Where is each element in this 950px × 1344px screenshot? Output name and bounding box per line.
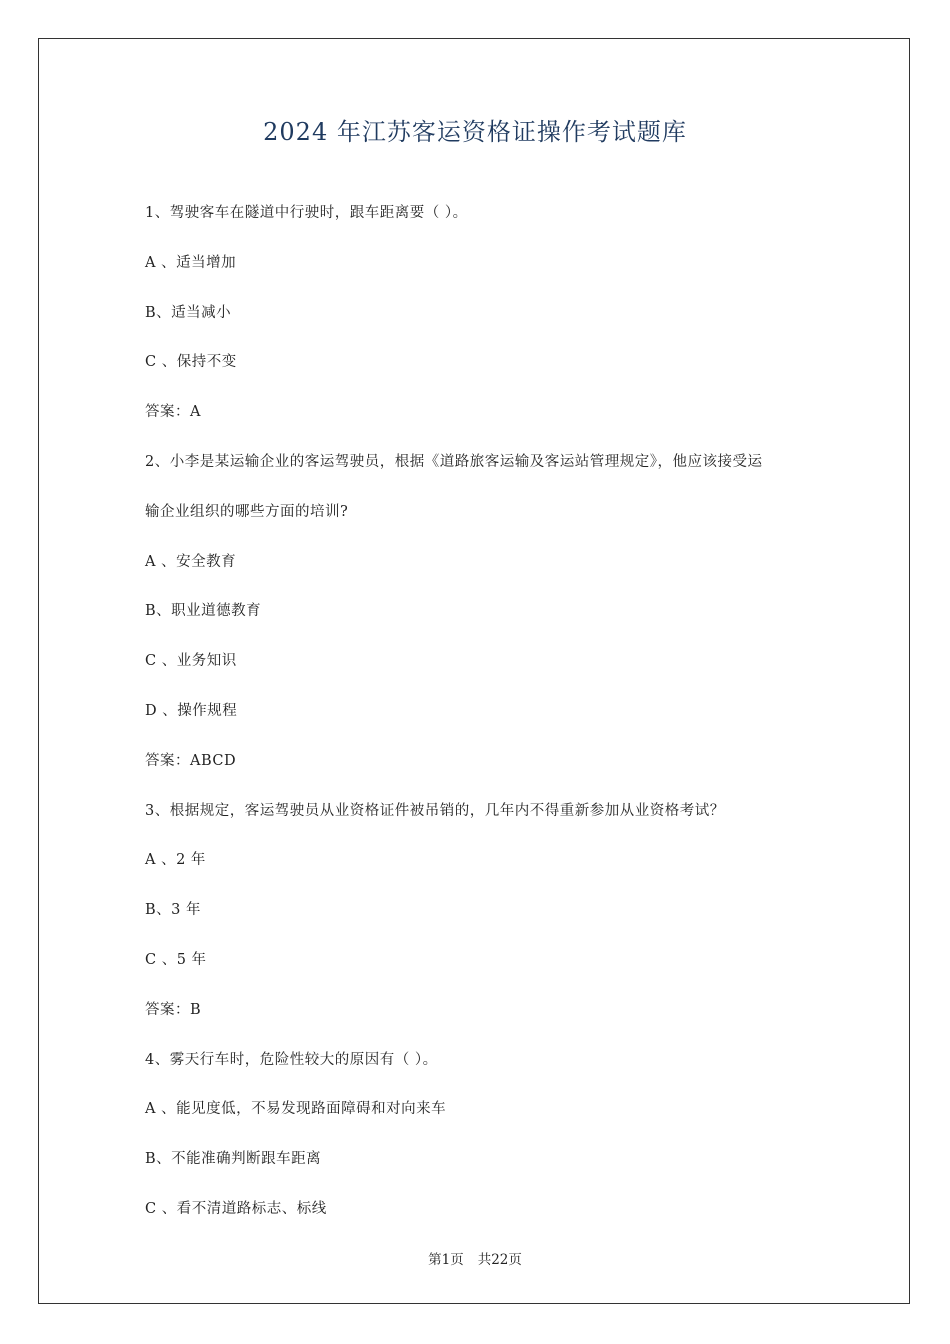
question-3-text: 3、根据规定，客运驾驶员从业资格证件被吊销的，几年内不得重新参加从业资格考试？: [145, 802, 725, 819]
document-title: 2024 年江苏客运资格证操作考试题库: [263, 118, 687, 146]
question-2-answer: 答案：ABCD: [145, 752, 237, 769]
question-3-option-b: B、3 年: [145, 902, 201, 919]
question-2-option-d: D 、操作规程: [145, 702, 238, 719]
question-3-answer: 答案：B: [145, 1001, 202, 1018]
question-3-option-a: A 、2 年: [145, 852, 206, 869]
question-3-option-c: C 、5 年: [145, 951, 207, 968]
page-number: 第1页: [428, 1252, 464, 1268]
page-footer: [0, 1248, 950, 1268]
question-2-text: 2、小李是某运输企业的客运驾驶员，根据《道路旅客运输及客运站管理规定》，他应该接受运: [145, 453, 763, 470]
question-4-text: 4、雾天行车时，危险性较大的原因有（ ）。: [145, 1051, 438, 1068]
page-total: 共22页: [477, 1252, 522, 1268]
question-list: [145, 198, 825, 1244]
question-1-option-a: A 、适当增加: [145, 254, 237, 271]
question-2-text-continued: 输企业组织的哪些方面的培训?: [145, 503, 349, 520]
question-2-option-b: B、职业道德教育: [145, 603, 262, 620]
question-1-option-c: C 、保持不变: [145, 354, 237, 371]
question-1-text: 1、驾驶客车在隧道中行驶时，跟车距离要（ ）。: [145, 205, 468, 221]
question-4-option-b: B、不能准确判断跟车距离: [145, 1151, 322, 1168]
question-1-answer: 答案：A: [145, 404, 201, 421]
question-2-option-a: A 、安全教育: [145, 553, 237, 570]
question-4-option-a: A 、能见度低，不易发现路面障碍和对向来车: [145, 1101, 447, 1118]
question-4-option-c: C 、看不清道路标志、标线: [145, 1200, 327, 1217]
question-2-option-c: C 、业务知识: [145, 653, 237, 670]
question-1-option-b: B、适当减小: [145, 304, 232, 321]
